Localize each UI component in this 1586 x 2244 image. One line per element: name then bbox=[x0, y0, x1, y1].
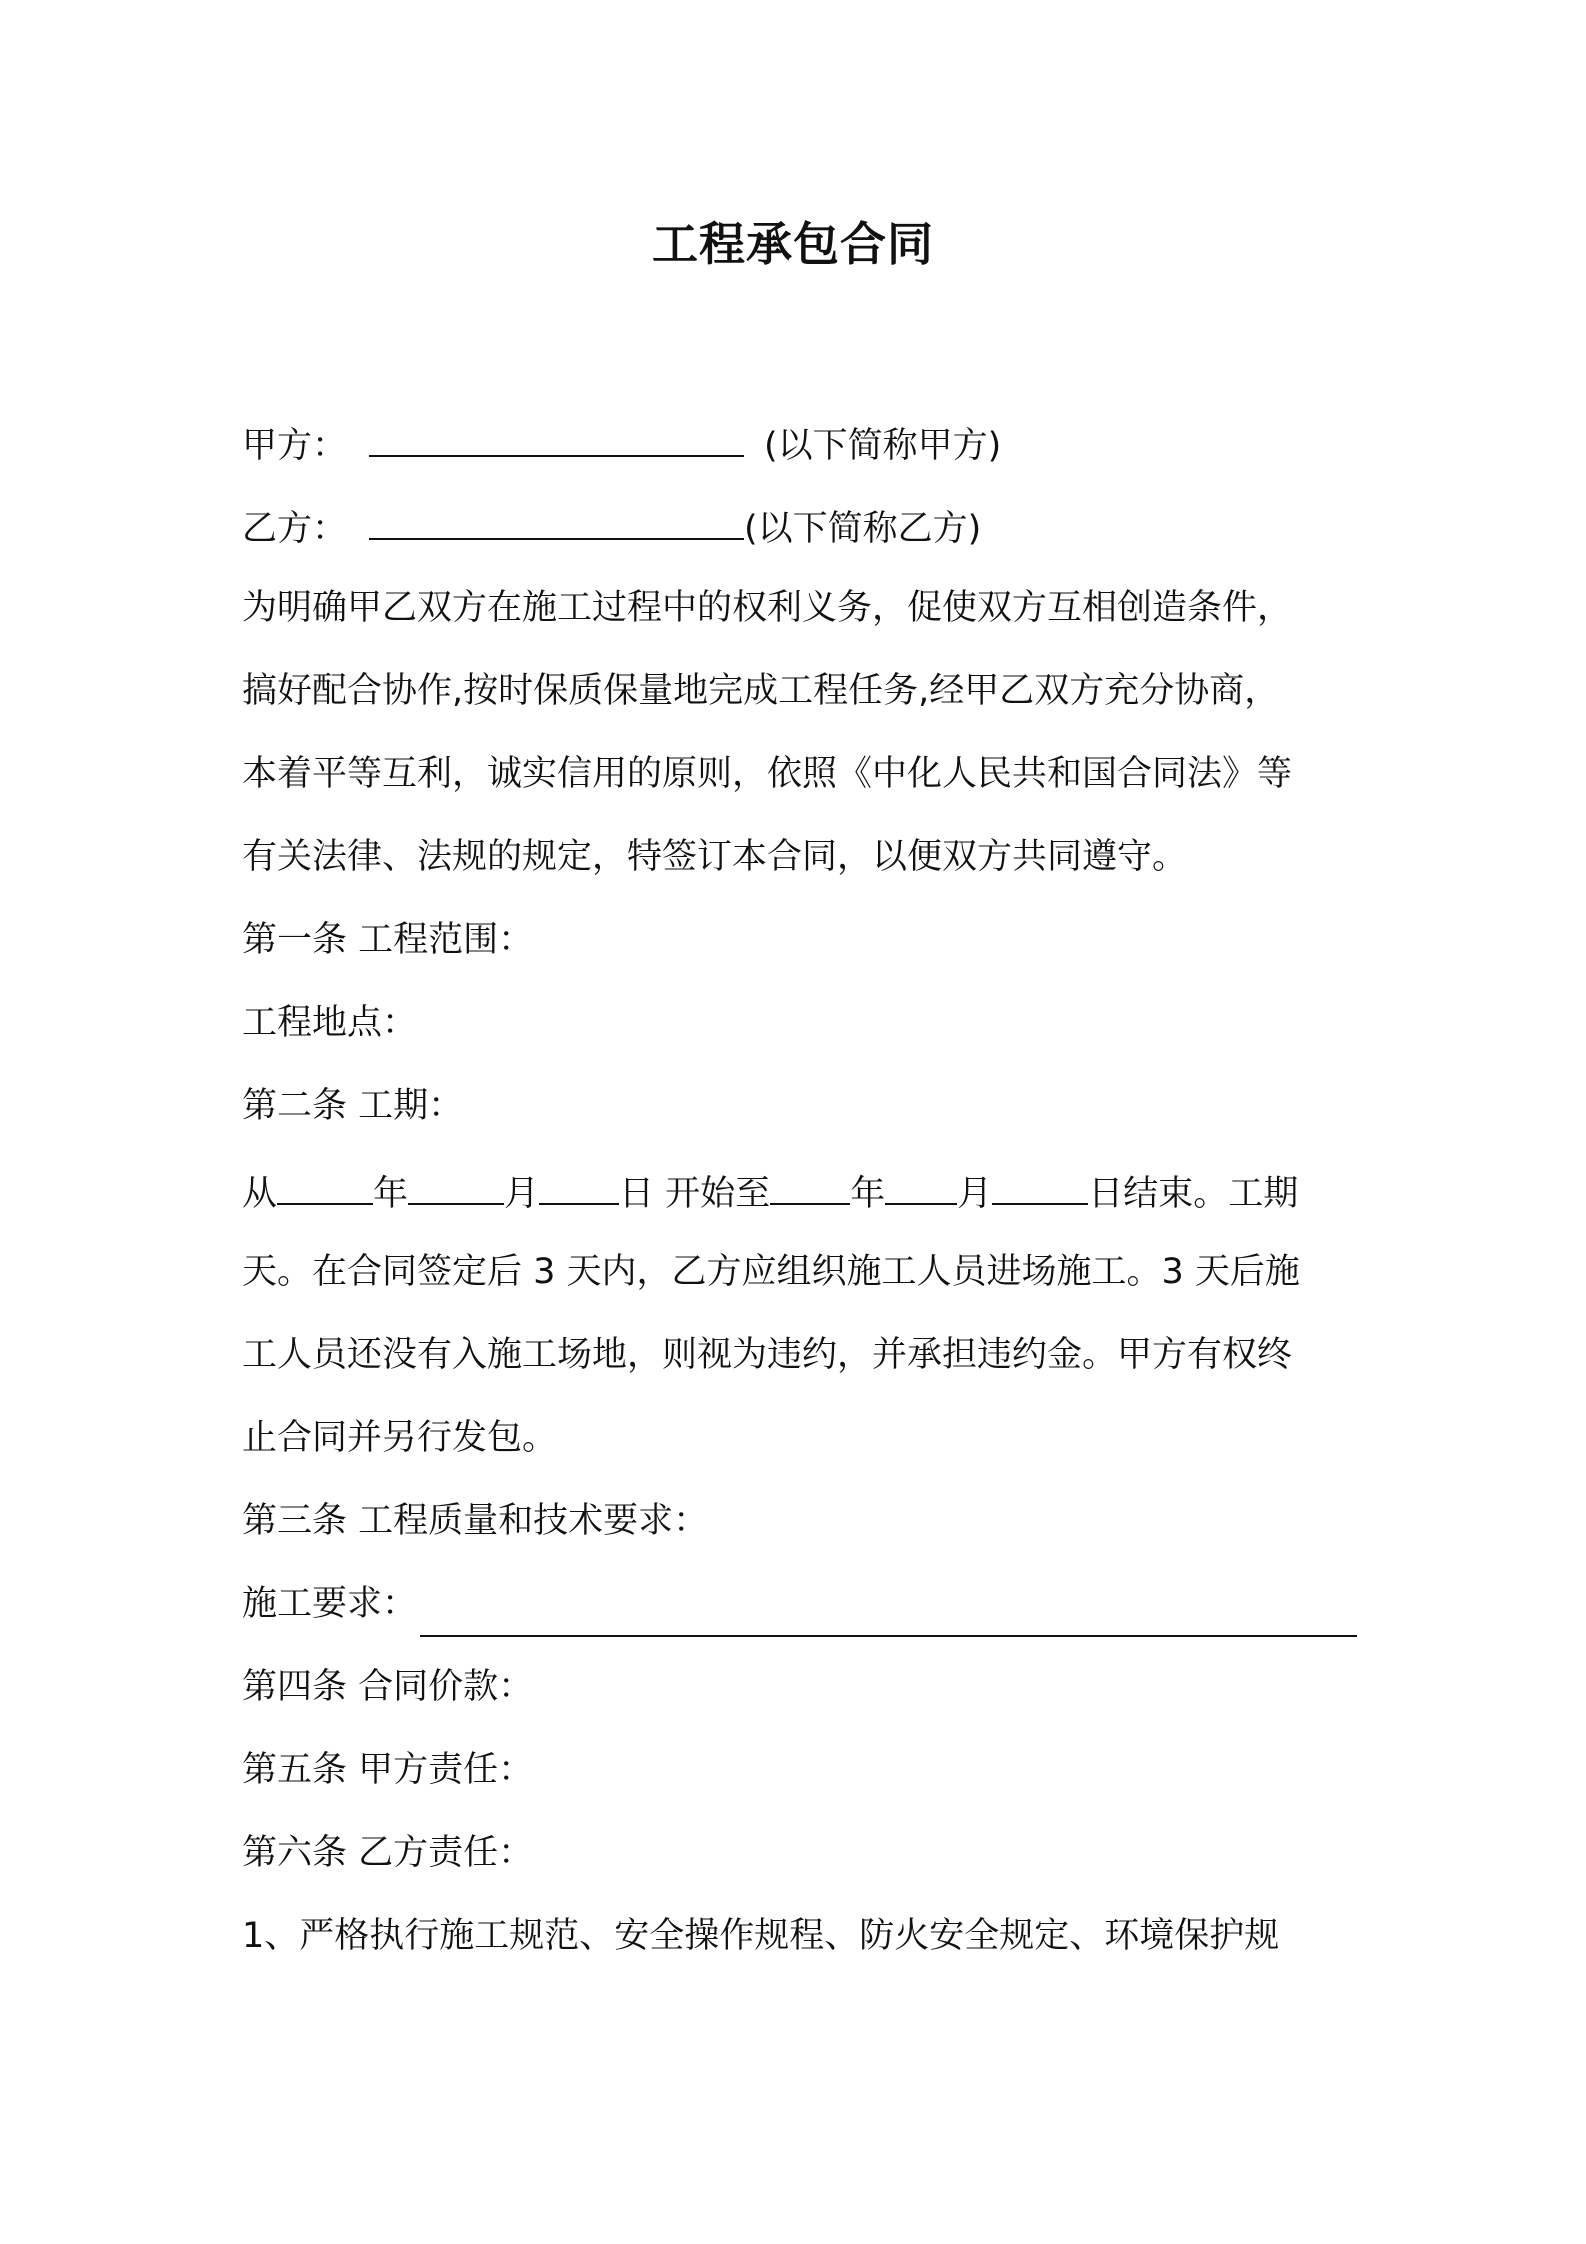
article-2-text: 工人员还没有入施工场地，则视为违约，并承担违约金。甲方有权终 bbox=[242, 1335, 1293, 1375]
article-2-heading: 第二条 工期： bbox=[242, 1086, 464, 1126]
period-from: 从 bbox=[242, 1174, 278, 1214]
party-b-line bbox=[242, 498, 981, 555]
party-a-blank[interactable] bbox=[369, 415, 744, 457]
period-month-1: 月 bbox=[504, 1174, 540, 1214]
project-location-label: 工程地点： bbox=[242, 1003, 418, 1043]
article-5-heading: 第五条 甲方责任： bbox=[242, 1750, 534, 1790]
preamble-line: 搞好配合协作,按时保质保量地完成工程任务,经甲乙双方充分协商， bbox=[242, 671, 1280, 711]
party-a-label: 甲方： bbox=[242, 426, 348, 466]
period-month-2: 月 bbox=[957, 1174, 993, 1214]
period-year-2: 年 bbox=[850, 1174, 886, 1214]
period-day-2-end: 日结束。工期 bbox=[1088, 1174, 1299, 1214]
preamble-line: 为明确甲乙双方在施工过程中的权利义务，促使双方互相创造条件， bbox=[242, 588, 1293, 628]
start-year-blank[interactable] bbox=[277, 1163, 373, 1205]
period-line bbox=[242, 1163, 1298, 1220]
article-4-heading: 第四条 合同价款： bbox=[242, 1667, 534, 1707]
start-month-blank[interactable] bbox=[408, 1163, 504, 1205]
document-title: 工程承包合同 bbox=[652, 217, 934, 271]
party-a-note: (以下简称甲方) bbox=[764, 426, 1002, 466]
article-6-heading: 第六条 乙方责任： bbox=[242, 1833, 534, 1873]
preamble-line: 本着平等互利，诚实信用的原则，依照《中化人民共和国合同法》等 bbox=[242, 754, 1293, 794]
construction-requirement-blank[interactable] bbox=[420, 1635, 1357, 1637]
party-b-note: (以下简称乙方) bbox=[744, 509, 982, 549]
end-day-blank[interactable] bbox=[992, 1163, 1088, 1205]
article-2-text: 天。在合同签定后 3 天内，乙方应组织施工人员进场施工。3 天后施 bbox=[242, 1252, 1300, 1292]
article-2-text: 止合同并另行发包。 bbox=[242, 1418, 558, 1458]
article-6-item-1: 1、严格执行施工规范、安全操作规程、防火安全规定、环境保护规 bbox=[242, 1916, 1280, 1956]
party-a-line bbox=[242, 415, 1001, 472]
end-month-blank[interactable] bbox=[885, 1163, 957, 1205]
construction-requirement-label: 施工要求： bbox=[242, 1584, 418, 1624]
party-b-blank[interactable] bbox=[369, 498, 744, 540]
start-day-blank[interactable] bbox=[539, 1163, 619, 1205]
party-b-label: 乙方： bbox=[242, 509, 348, 549]
article-1-heading: 第一条 工程范围： bbox=[242, 920, 534, 960]
preamble-line: 有关法律、法规的规定，特签订本合同，以便双方共同遵守。 bbox=[242, 837, 1188, 877]
period-day-1: 日 开始至 bbox=[619, 1174, 771, 1214]
article-3-heading: 第三条 工程质量和技术要求： bbox=[242, 1501, 709, 1541]
period-year-1: 年 bbox=[373, 1174, 409, 1214]
end-year-blank[interactable] bbox=[770, 1163, 850, 1205]
